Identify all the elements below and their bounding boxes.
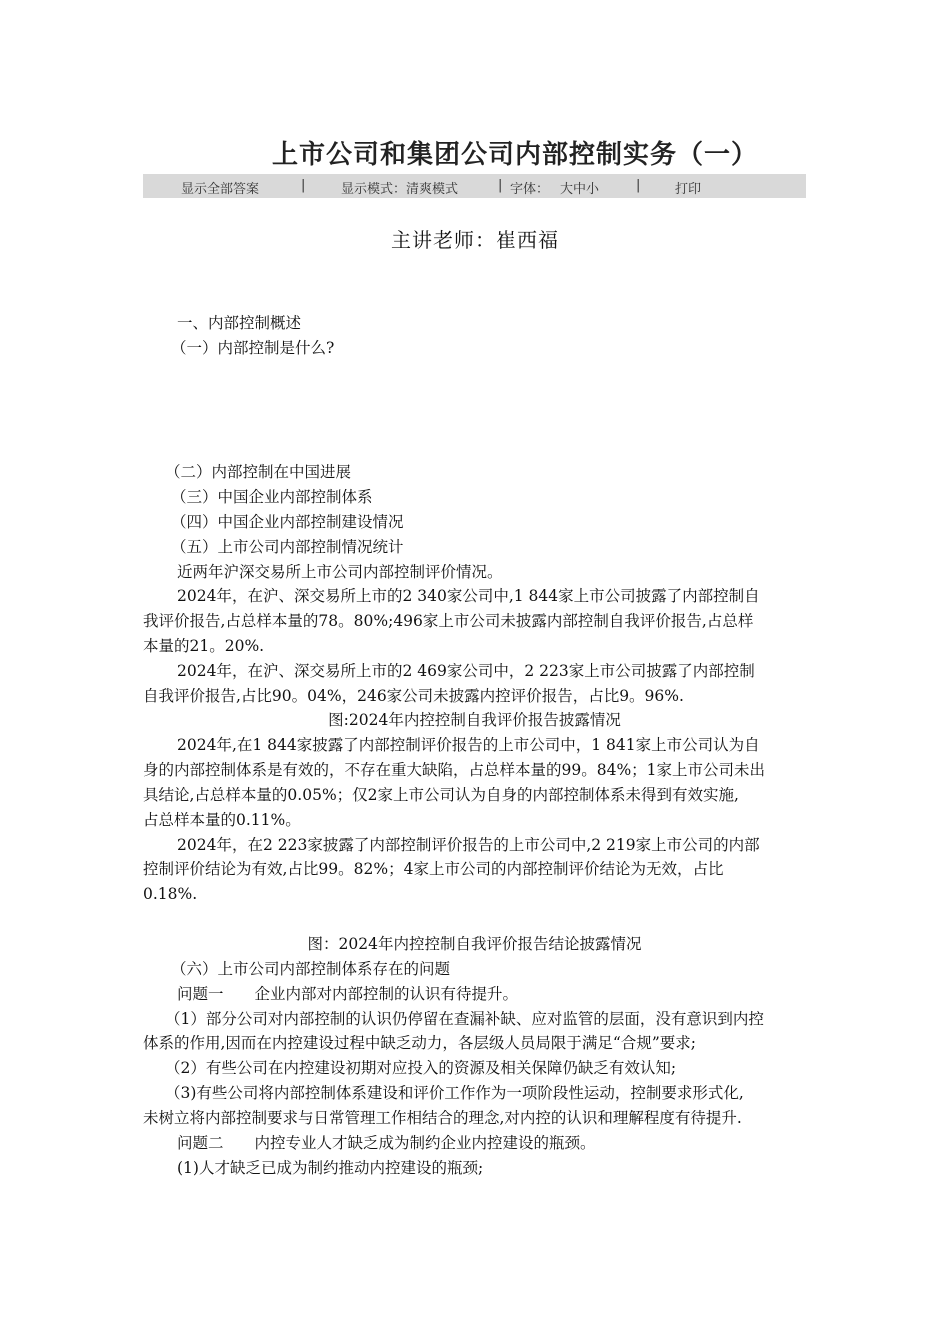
paragraph-line: 2024年，在沪、深交易所上市的2 340家公司中,1 844家上市公司披露了内部控制自 <box>177 587 760 605</box>
paragraph-line: 2024年，在沪、深交易所上市的2 469家公司中，2 223家上市公司披露了内部控制 <box>177 662 755 680</box>
paragraph-line: 未树立将内部控制要求与日常管理工作相结合的理念,对内控的认识和理解程度有待提升. <box>143 1109 742 1127</box>
subsection-heading: （五）上市公司内部控制情况统计 <box>171 538 404 556</box>
paragraph-line: 问题二 内控专业人才缺乏成为制约企业内控建设的瓶颈。 <box>177 1134 596 1152</box>
paragraph-line: 具结论,占总样本量的0.05%；仅2家上市公司认为自身的内部控制体系未得到有效实施, <box>143 786 739 804</box>
figure-caption: 图:2024年内控控制自我评价报告披露情况 <box>328 711 621 729</box>
print-link[interactable]: 打印 <box>675 182 702 197</box>
paragraph-line: 体系的作用,因而在内控建设过程中缺乏动力，各层级人员局限于满足“合规”要求; <box>143 1034 696 1052</box>
font-size-links[interactable]: 大中小 <box>560 182 600 197</box>
show-all-answers-link[interactable]: 显示全部答案 <box>181 182 260 197</box>
paragraph-line: （3)有些公司将内部控制体系建设和评价工作作为一项阶段性运动，控制要求形式化, <box>165 1084 744 1102</box>
toolbar-separator: | <box>636 178 641 193</box>
toolbar <box>143 174 806 198</box>
paragraph-line: 近两年沪深交易所上市公司内部控制评价情况。 <box>177 563 503 581</box>
paragraph-line: 占总样本量的0.11%。 <box>143 811 301 829</box>
subsection-heading: （二）内部控制在中国进展 <box>165 463 352 481</box>
paragraph-line: 身的内部控制体系是有效的，不存在重大缺陷，占总样本量的99。84%；1家上市公司未出 <box>143 761 766 779</box>
paragraph-line: 2024年，在2 223家披露了内部控制评价报告的上市公司中,2 219家上市公司的内部 <box>177 836 760 854</box>
subsection-heading: （四）中国企业内部控制建设情况 <box>171 513 404 531</box>
section-heading: 一、内部控制概述 <box>177 314 302 332</box>
paragraph-line: 本量的21。20%. <box>143 637 265 655</box>
paragraph-line: (1)人才缺乏已成为制约推动内控建设的瓶颈; <box>177 1159 484 1177</box>
lecturer-name: 主讲老师：崔西福 <box>391 228 559 252</box>
paragraph-line: 控制评价结论为有效,占比99。82%；4家上市公司的内部控制评价结论为无效，占比 <box>143 860 724 878</box>
paragraph-line: 2024年,在1 844家披露了内部控制评价报告的上市公司中，1 841家上市公司认为自 <box>177 736 760 754</box>
paragraph-line: 0.18%. <box>143 885 198 903</box>
paragraph-line: 自我评价报告,占比90。04%，246家公司未披露内控评价报告，占比9。96%. <box>143 687 684 705</box>
paragraph-line: （2）有些公司在内控建设初期对应投入的资源及相关保障仍缺乏有效认知; <box>165 1059 677 1077</box>
paragraph-line: 问题一 企业内部对内部控制的认识有待提升。 <box>177 985 519 1003</box>
subsection-heading: （三）中国企业内部控制体系 <box>171 488 373 506</box>
paragraph-line: 我评价报告,占总样本量的78。80%;496家上市公司未披露内部控制自我评价报告,占总样 <box>143 612 754 630</box>
paragraph-line: （1）部分公司对内部控制的认识仍停留在查漏补缺、应对监管的层面，没有意识到内控 <box>165 1010 764 1028</box>
figure-caption: 图：2024年内控控制自我评价报告结论披露情况 <box>307 935 642 953</box>
subsection-heading: （一）内部控制是什么? <box>171 339 335 357</box>
font-label: 字体： <box>510 182 550 197</box>
subsection-heading: （六）上市公司内部控制体系存在的问题 <box>171 960 451 978</box>
toolbar-separator: | <box>498 178 503 193</box>
page-title: 上市公司和集团公司内部控制实务（一） <box>271 140 758 170</box>
toolbar-separator: | <box>301 178 306 193</box>
display-mode-link[interactable]: 显示模式：清爽模式 <box>341 182 459 197</box>
